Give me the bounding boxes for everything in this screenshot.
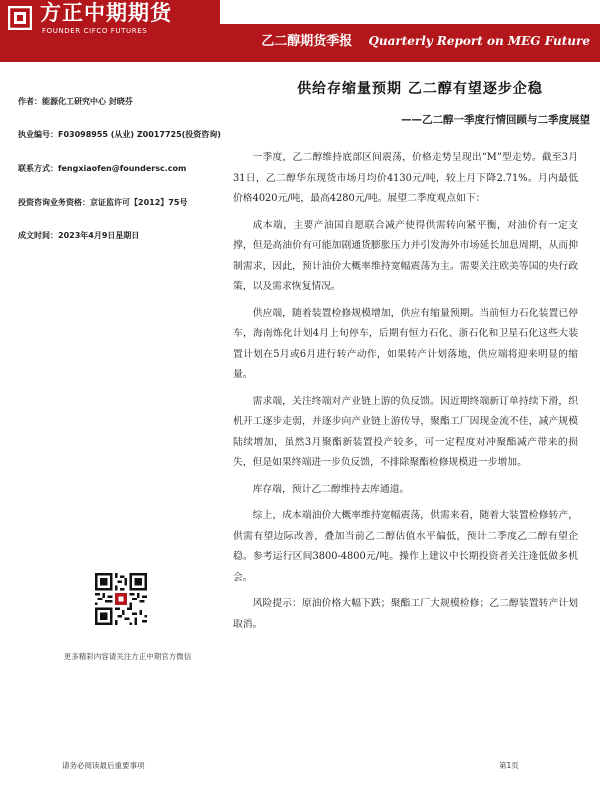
article-subtitle: ——乙二醇一季度行情回顾与二季度展望 <box>401 114 590 126</box>
contact: 联系方式：fengxiaofen@foundersc.com <box>18 164 187 173</box>
logo-mark-icon <box>8 6 32 30</box>
article-body <box>233 148 578 641</box>
paragraph: 库存端，预计乙二醇维持去库通道。 <box>252 483 410 495</box>
license-number: 执业编号：F03098955 (从业) Z0017725(投资咨询) <box>18 130 221 139</box>
footer-disclaimer: 请务必阅读最后重要事项 <box>62 761 145 770</box>
paragraph: 供应端，随着装置检修规模增加，供应有缩量预期。当前恒力石化装置已停车，海南炼化计划4月上旬停车，后期有恒力石化、浙石化和卫星石化这些大装置计划在5月或6月进行转产动作，如果转产计划落地，供应端将迎来明显的缩量。 <box>233 307 578 380</box>
qr-caption: 更多精彩内容请关注方正中期官方微信 <box>63 652 192 661</box>
paragraph: 综上，成本端油价大概率维持宽幅震荡，供需来看，随着大装置检修转产，供需有望边际改善，叠加当前乙二醇估值水平偏低，预计二季度乙二醇有望企稳。参考运行区间3800-4800元/吨。操作上建议中长期投资者关注逢低做多机会。 <box>233 510 578 583</box>
article-title: 供给存缩量预期 乙二醇有望逐步企稳 <box>297 81 543 97</box>
report-title-cn: 乙二醇期货季报 <box>261 34 353 49</box>
header <box>0 0 600 62</box>
paragraph: 风险提示：原油价格大幅下跌；聚酯工厂大规模检修；乙二醇装置转产计划取消。 <box>233 598 578 630</box>
paragraph: 一季度，乙二醇维持底部区间震荡，价格走势呈现出“M”型走势。截至3月31日，乙二醇华东现货市场月均价4130元/吨，较上月下降2.71%。月内最低价格4020元/吨，最高4280元/吨。展望二季度观点如下： <box>233 152 578 204</box>
qr-code-icon <box>95 573 147 625</box>
advisory-qualification: 投资咨询业务资格：京证监许可【2012】75号 <box>18 198 188 207</box>
logo <box>0 0 220 40</box>
paragraph: 需求端，关注终端对产业链上游的负反馈。因近期终端新订单持续下滑，织机开工逐步走弱，并逐步向产业链上游传导，聚酯工厂因现金流不佳，减产规模陆续增加，虽然3月聚酯新装置投产较多，可一定程度对冲聚酯减产带来的损失，但是如果终端进一步负反馈，不排除聚酯检修规模进一步增加。 <box>233 395 578 468</box>
publish-date: 成文时间：2023年4月9日星期日 <box>18 231 140 240</box>
author: 作者：能源化工研究中心 封晓芬 <box>18 97 133 106</box>
report-title <box>261 30 590 53</box>
logo-text-en: FOUNDER CIFCO FUTURES <box>42 27 148 35</box>
page-number: 第1页 <box>499 761 519 770</box>
report-title-en: Quarterly Report on MEG Future <box>368 34 590 48</box>
paragraph: 成本端，主要产油国自愿联合减产使得供需转向紧平衡，对油价有一定支撑，但是高油价有可能加剧通货膨胀压力并引发海外市场延长加息周期，从而抑制需求，因此，预计油价大概率维持宽幅震荡为主。需要关注欧美等国的央行政策，以及需求恢复情况。 <box>233 219 578 292</box>
logo-text-cn: 方正中期期货 <box>40 1 172 25</box>
